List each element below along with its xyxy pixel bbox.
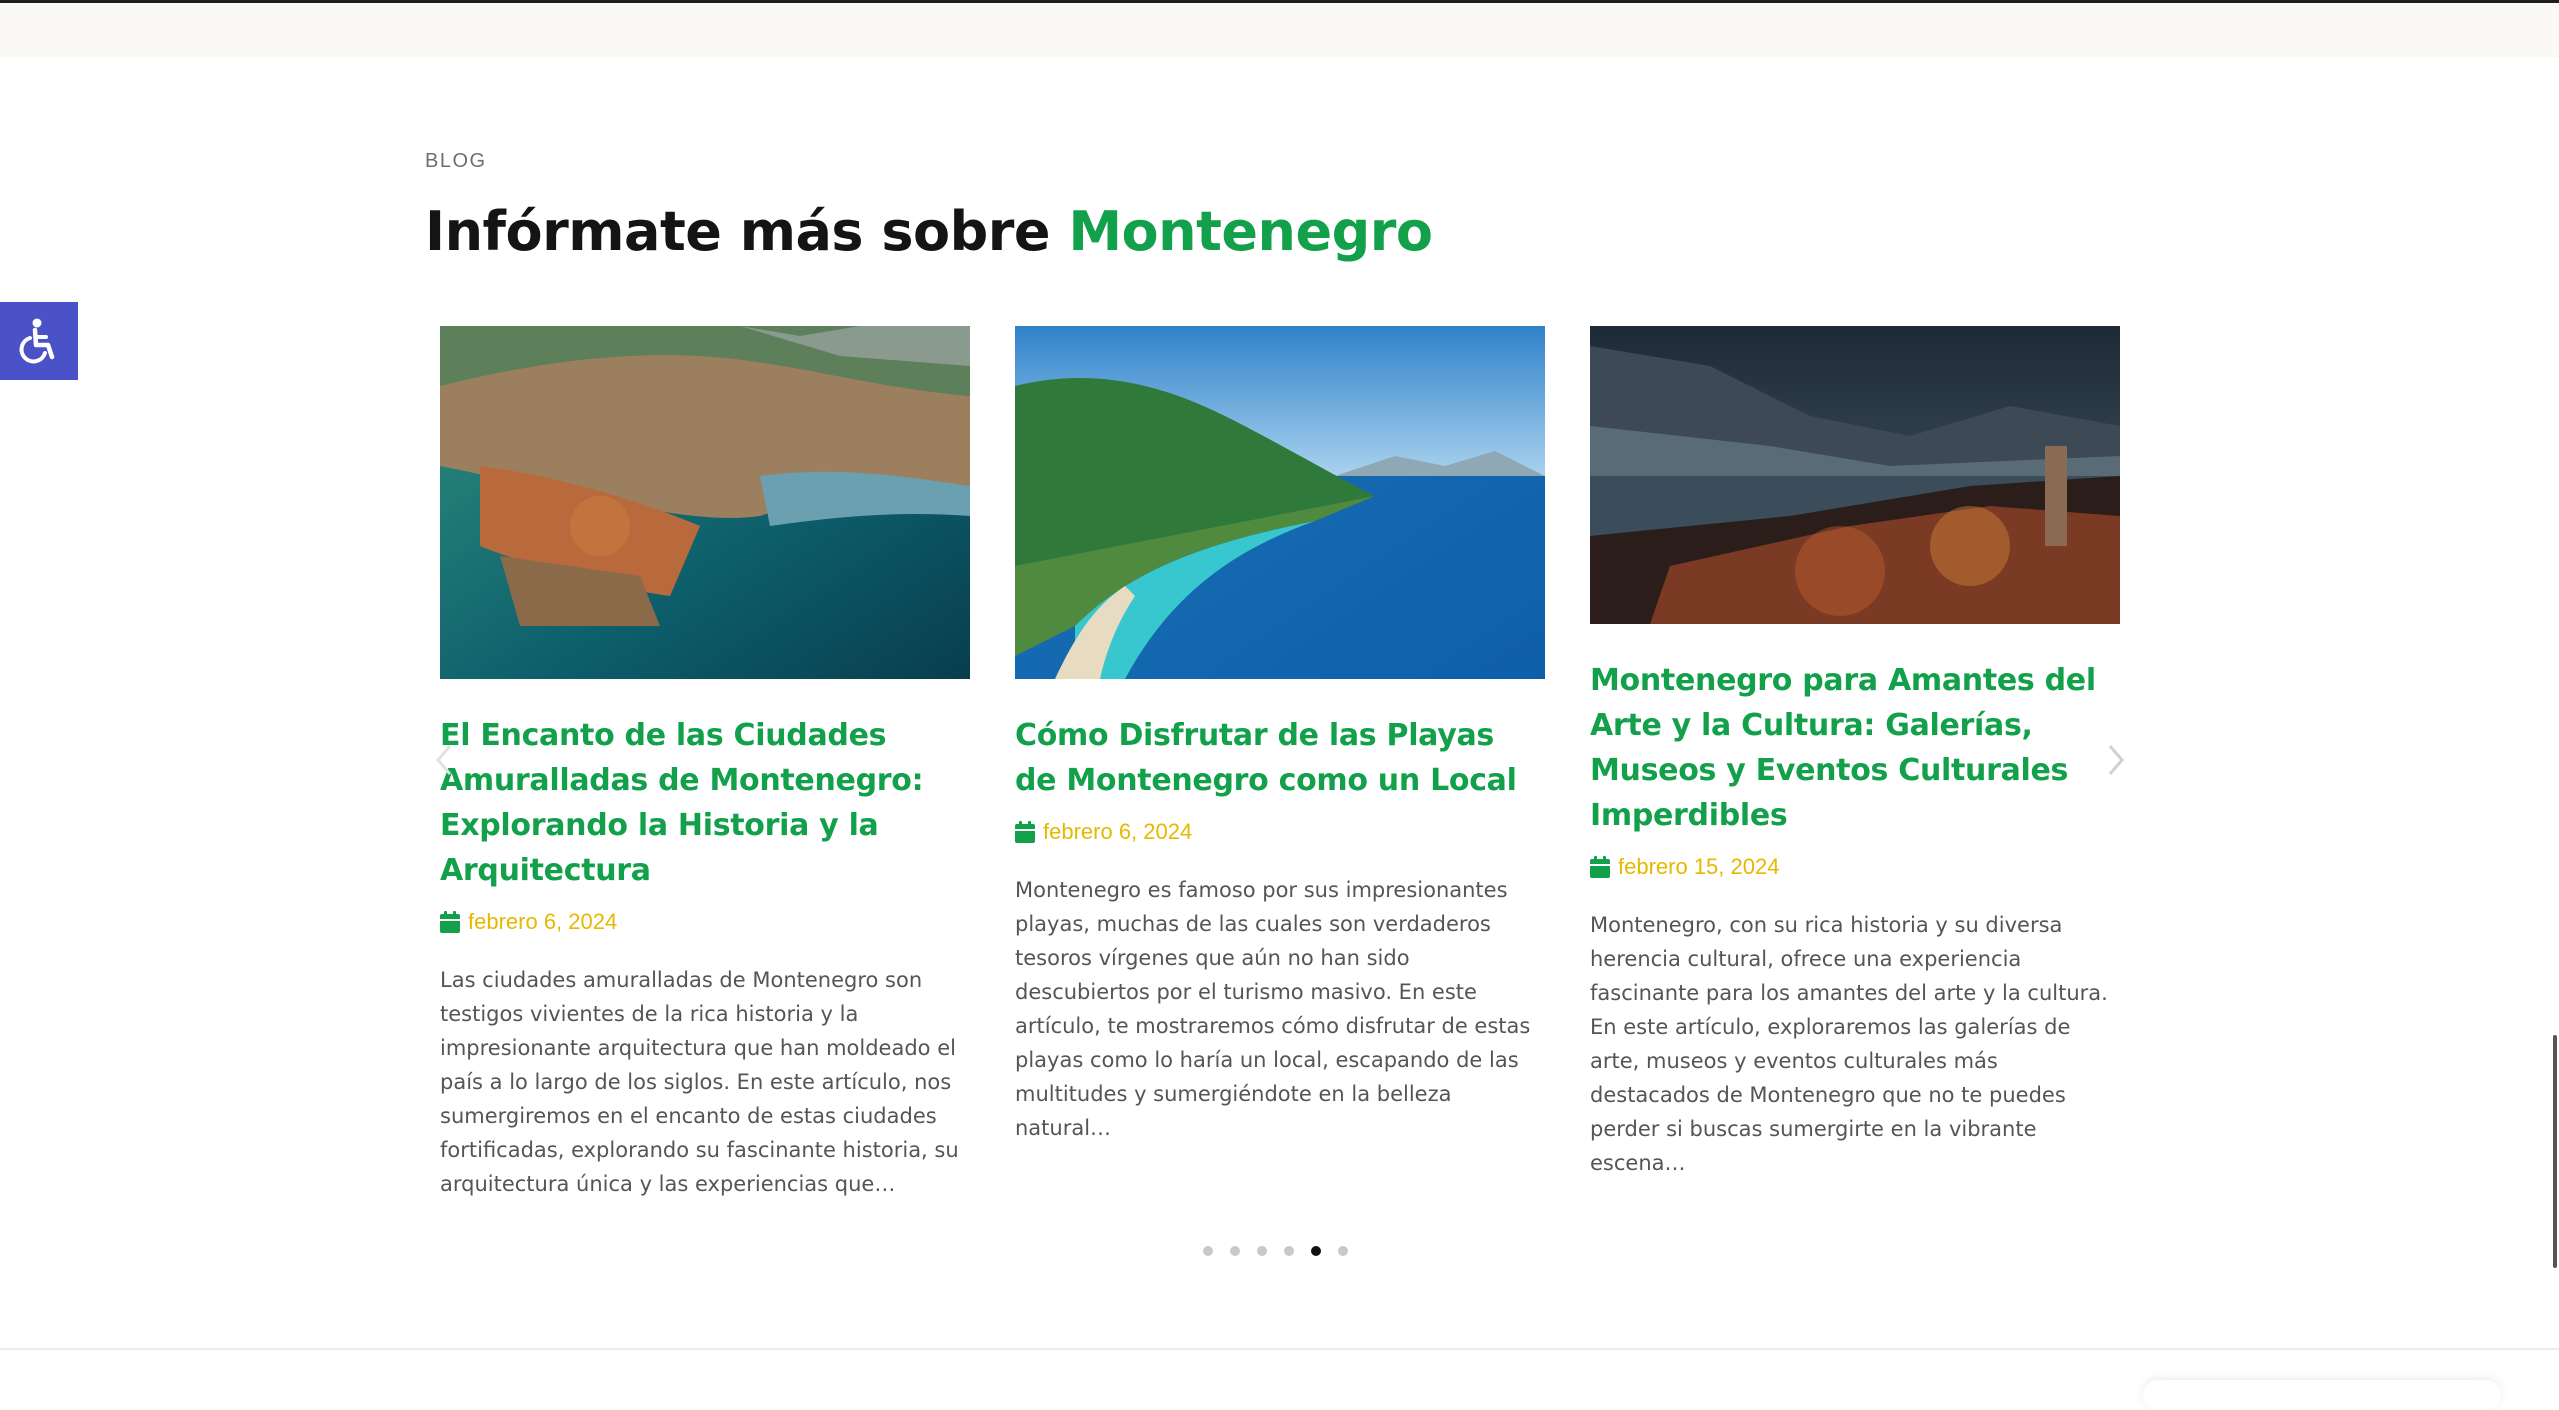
blog-card xyxy=(1015,326,1545,1145)
floating-widget[interactable] xyxy=(2143,1380,2501,1410)
card-title[interactable]: El Encanto de las Ciudades Amuralladas de Montenegro: Explorando la Historia y la Arquitectura xyxy=(440,718,924,888)
carousel-next-button[interactable] xyxy=(2100,740,2130,780)
card-excerpt: Montenegro, con su rica historia y su diversa herencia cultural, ofrece una experiencia fascinante para los amantes del arte y la cultura. En este artículo, exploraremos las galerías de arte, museos y eventos culturales más destacados de Montenegro que no te puedes perder si buscas sumergirte en la vibrante escena… xyxy=(1590,913,2108,1175)
pagination-dot[interactable] xyxy=(1203,1246,1213,1256)
header-band xyxy=(0,3,2559,57)
accessibility-button[interactable] xyxy=(0,302,78,380)
heading-main: Infórmate más sobre xyxy=(425,200,1069,263)
card-excerpt: Las ciudades amuralladas de Montenegro son testigos vivientes de la rica historia y la impresionante arquitectura que han moldeado el país a lo largo de los siglos. En este artículo, nos sumergiremos en el encanto de estas ciudades fortificadas, explorando su fascinante historia, su arquitectura única y las experiencias que… xyxy=(440,968,959,1196)
card-date-text: febrero 6, 2024 xyxy=(1043,819,1193,844)
card-date xyxy=(1015,819,1545,845)
chevron-right-icon xyxy=(2100,740,2130,780)
pagination-dot[interactable] xyxy=(1257,1246,1267,1256)
card-date xyxy=(1590,854,2120,880)
pagination-dot[interactable] xyxy=(1284,1246,1294,1256)
calendar-icon xyxy=(440,911,460,933)
card-image-kotor[interactable] xyxy=(1590,326,2120,624)
pagination-dot[interactable] xyxy=(1338,1246,1348,1256)
calendar-icon xyxy=(1590,856,1610,878)
card-title[interactable]: Cómo Disfrutar de las Playas de Montenegro como un Local xyxy=(1015,718,1517,798)
wheelchair-icon xyxy=(13,315,65,367)
scrollbar-thumb[interactable] xyxy=(2553,1035,2557,1268)
carousel-prev-button[interactable] xyxy=(430,740,460,780)
card-date-text: febrero 6, 2024 xyxy=(468,909,618,934)
blog-card xyxy=(440,326,970,1201)
chevron-left-icon xyxy=(430,740,460,780)
card-date-text: febrero 15, 2024 xyxy=(1618,854,1780,879)
blog-card xyxy=(1590,326,2120,1180)
section-heading xyxy=(425,200,1432,263)
calendar-icon xyxy=(1015,821,1035,843)
card-image-beach[interactable] xyxy=(1015,326,1545,679)
section-eyebrow: BLOG xyxy=(425,150,487,172)
carousel-pagination xyxy=(1203,1246,1348,1256)
card-date xyxy=(440,909,970,935)
section-divider xyxy=(0,1348,2559,1350)
card-image-budva[interactable] xyxy=(440,326,970,679)
card-excerpt: Montenegro es famoso por sus impresionantes playas, muchas de las cuales son verdaderos tesoros vírgenes que aún no han sido descubiertos por el turismo masivo. En este artículo, te mostraremos cómo disfrutar de estas playas como lo haría un local, escapando de las multitudes y sumergiéndote en la belleza natural… xyxy=(1015,878,1531,1140)
pagination-dot[interactable] xyxy=(1230,1246,1240,1256)
pagination-dot[interactable] xyxy=(1311,1246,1321,1256)
heading-accent: Montenegro xyxy=(1068,200,1433,263)
card-title[interactable]: Montenegro para Amantes del Arte y la Cultura: Galerías, Museos y Eventos Culturales Imperdibles xyxy=(1590,663,2096,833)
